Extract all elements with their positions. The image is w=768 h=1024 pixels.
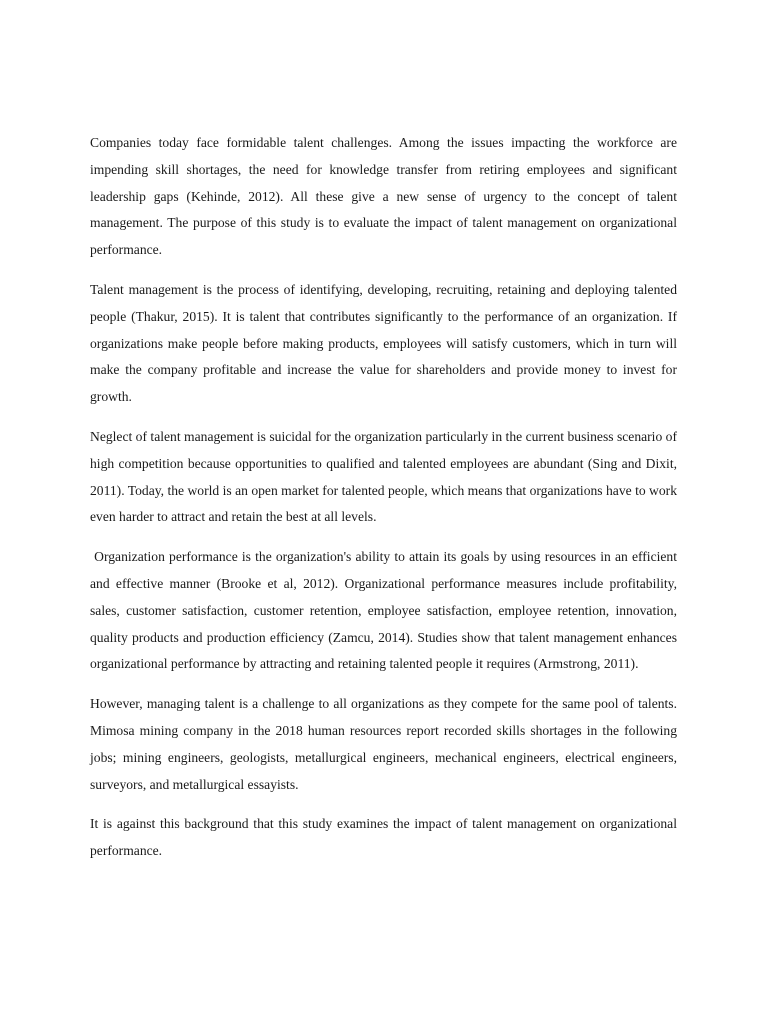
paragraph-background-statement: It is against this background that this study examines the impact of talent management on organizational performance. xyxy=(90,816,677,859)
paragraph-organization-performance: Organization performance is the organization's ability to attain its goals by using resources in an efficient and effective manner (Brooke et al, 2012). Organizational performance measures include profitability, sales, customer satisfaction, customer retention, employee satisfaction, employee retention, innovation, quality products and production efficiency (Zamcu, 2014). Studies show that talent management enhances organizational performance by attracting and retaining talented people it requires (Armstrong, 2011). xyxy=(90,549,677,672)
paragraph-talent-management-definition: Talent management is the process of identifying, developing, recruiting, retaining and deploying talented people (Thakur, 2015). It is talent that contributes significantly to the performance of an organization. If organizations make people before making products, employees will satisfy customers, which in turn will make the company profitable and increase the value for shareholders and provide money to invest for growth. xyxy=(90,281,677,405)
paragraph-neglect-of-talent: Neglect of talent management is suicidal for the organization particularly in the current business scenario of high competition because opportunities to qualified and talented employees are abundant (Sing and Dixit, 2011). Today, the world is an open market for talented people, which means that organizations have to work even harder to attract and retain the best at all levels. xyxy=(90,428,677,525)
document-page xyxy=(90,130,677,878)
paragraph-intro: Companies today face formidable talent challenges. Among the issues impacting the workforce are impending skill shortages, the need for knowledge transfer from retiring employees and significant leadership gaps (Kehinde, 2012). All these give a new sense of urgency to the concept of talent management. The purpose of this study is to evaluate the impact of talent management on organizational performance. xyxy=(90,135,677,258)
paragraph-managing-talent-challenge: However, managing talent is a challenge to all organizations as they compete for the same pool of talents. Mimosa mining company in the 2018 human resources report recorded skills shortages in the following jobs; mining engineers, geologists, metallurgical engineers, mechanical engineers, electrical engineers, surveyors, and metallurgical essayists. xyxy=(90,696,677,792)
